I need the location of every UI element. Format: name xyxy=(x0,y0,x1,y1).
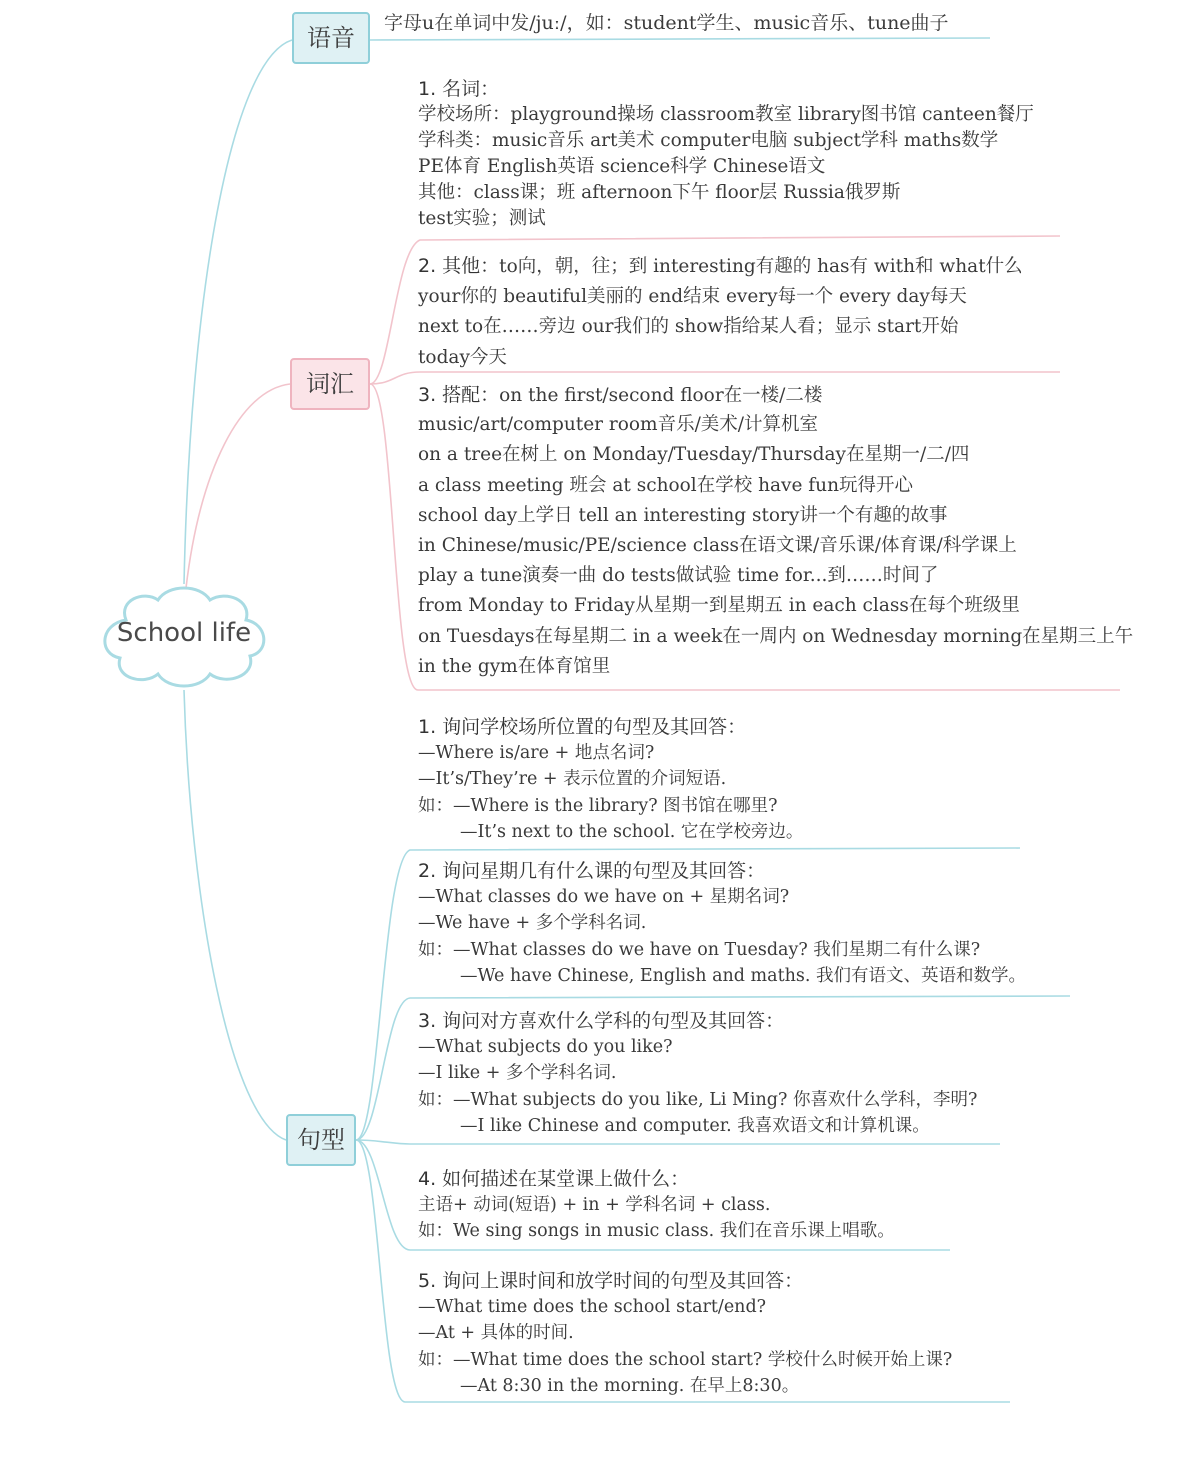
vocab-others-line: next to在……旁边 our我们的 show指给某人看；显示 start开始 xyxy=(418,316,959,337)
sentence-line: —Where is/are + 地点名词? xyxy=(418,743,655,764)
connector-root-vocabulary xyxy=(186,384,290,588)
sentence-line: —I like Chinese and computer. 我喜欢语文和计算机课。 xyxy=(460,1115,930,1136)
sentence-line: —At 8:30 in the morning. 在早上8:30。 xyxy=(460,1375,800,1396)
vocab-collocations-first-line: on the first/second floor在一楼/二楼 xyxy=(499,385,823,406)
vocab-collocations-line: in Chinese/music/PE/science class在语文课/音乐课/体育课/科学课上 xyxy=(418,534,1017,556)
sentence-line: —What time does the school start/end? xyxy=(418,1297,767,1318)
vocab-others-block xyxy=(418,251,1023,373)
connector-root-phonetics xyxy=(184,40,292,584)
sentence-heading: 1. 询问学校场所位置的句型及其回答： xyxy=(418,716,747,738)
vocab-others-line: today今天 xyxy=(418,346,507,368)
vocab-collocations-line: on a tree在树上 on Monday/Tuesday/Thursday在星期一/二/四 xyxy=(418,444,970,466)
vocab-others-line: your你的 beautiful美丽的 end结束 every每一个 every day每天 xyxy=(418,285,967,307)
sentence-line: 如：—What classes do we have on Tuesday? 我们星期二有什么课? xyxy=(418,939,981,960)
root-label: School life xyxy=(116,618,252,648)
sentence-line: —What classes do we have on + 星期名词? xyxy=(418,887,790,908)
sentence-line: 主语+ 动词(短语) + in + 学科名词 + class. xyxy=(418,1195,771,1216)
connector-root-sentences xyxy=(184,690,286,1140)
vocab-collocations-line: on Tuesdays在每星期二 in a week在一周内 on Wednesday morning在星期三上午 xyxy=(418,625,1134,647)
vocab-collocations-block xyxy=(418,380,1133,682)
sentence-line: —What subjects do you like? xyxy=(418,1037,673,1058)
phonetics-text: 字母u在单词中发/juː/，如：student学生、music音乐、tune曲子 xyxy=(384,12,949,34)
vocab-nouns-heading: 1. 名词： xyxy=(418,78,500,100)
vocab-nouns-line: 学校场所：playground操场 classroom教室 library图书馆 canteen餐厅 xyxy=(418,104,1034,125)
sentence-line: 如：We sing songs in music class. 我们在音乐课上唱歌。 xyxy=(418,1221,895,1242)
sentence-line: 如：—Where is the library? 图书馆在哪里? xyxy=(418,795,778,816)
sentence-heading: 3. 询问对方喜欢什么学科的句型及其回答： xyxy=(418,1010,785,1032)
sentence-line: —At + 具体的时间. xyxy=(418,1323,574,1344)
vocab-nouns-block xyxy=(418,76,1034,232)
sentence-line: —We have + 多个学科名词. xyxy=(418,913,647,934)
vocab-collocations-line: music/art/computer room音乐/美术/计算机室 xyxy=(418,414,819,436)
sentence-line: —It’s/They’re + 表示位置的介词短语. xyxy=(418,769,727,790)
sentence-line: 如：—What time does the school start? 学校什么时候开始上课? xyxy=(418,1349,953,1370)
vocab-others-first-line: to向，朝，往；到 interesting有趣的 has有 with和 what什么 xyxy=(499,256,1023,277)
sentence-heading: 5. 询问上课时间和放学时间的句型及其回答： xyxy=(418,1270,804,1292)
vocab-collocations-line: in the gym在体育馆里 xyxy=(418,655,611,677)
vocab-collocations-line: school day上学日 tell an interesting story讲一个有趣的故事 xyxy=(418,504,948,526)
vocab-collocations-line: play a tune演奏一曲 do tests做试验 time for...到……时间了 xyxy=(418,565,939,587)
vocab-collocations-line: a class meeting 班会 at school在学校 have fun玩得开心 xyxy=(418,474,913,496)
sentence-pattern-2 xyxy=(418,858,1026,989)
sentence-heading: 2. 询问星期几有什么课的句型及其回答： xyxy=(418,860,766,882)
sentence-line: 如：—What subjects do you like, Li Ming? 你喜欢什么学科，李明? xyxy=(418,1089,978,1110)
vocab-nouns-line: PE体育 English英语 science科学 Chinese语文 xyxy=(418,156,826,177)
sentence-pattern-5 xyxy=(418,1268,952,1399)
vocab-nouns-line: 其他：class课；班 afternoon下午 floor层 Russia俄罗斯 xyxy=(418,182,901,203)
branch-vocabulary: 词汇 xyxy=(290,358,370,410)
sentence-line: —I like + 多个学科名词. xyxy=(418,1063,617,1084)
sentence-line: —It’s next to the school. 它在学校旁边。 xyxy=(460,821,804,842)
vocab-others-heading: 2. 其他： xyxy=(418,255,500,277)
branch-sentences: 句型 xyxy=(286,1114,356,1166)
sentence-pattern-4 xyxy=(418,1166,895,1245)
sentence-heading: 4. 如何描述在某堂课上做什么： xyxy=(418,1168,690,1190)
sentence-pattern-1 xyxy=(418,714,803,845)
root-node xyxy=(96,582,272,690)
vocab-collocations-heading: 3. 搭配： xyxy=(418,384,500,406)
vocab-collocations-line: from Monday to Friday从星期一到星期五 in each class在每个班级里 xyxy=(418,595,1020,617)
vocab-nouns-line: test实验；测试 xyxy=(418,208,546,229)
branch-phonetics: 语音 xyxy=(292,12,370,64)
sentence-line: —We have Chinese, English and maths. 我们有语文、英语和数学。 xyxy=(460,965,1026,986)
vocab-nouns-line: 学科类：music音乐 art美术 computer电脑 subject学科 maths数学 xyxy=(418,130,999,151)
sentence-pattern-3 xyxy=(418,1008,977,1139)
